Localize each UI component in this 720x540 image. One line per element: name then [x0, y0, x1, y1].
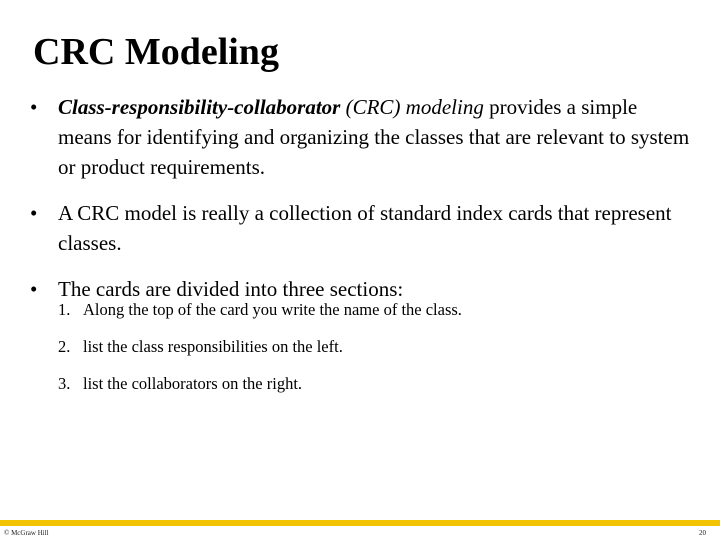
- item-text: list the collaborators on the right.: [83, 374, 303, 393]
- bullet-text-rest: provides a simple means for identifying and organizing the classes that are relevant to system or product requirements.: [58, 95, 690, 179]
- bullet-text: [58, 95, 689, 179]
- footer-accent-bar: [0, 520, 720, 526]
- bullet-icon: •: [30, 277, 38, 301]
- page-number: 20: [699, 529, 706, 537]
- bullet-icon: •: [30, 201, 38, 225]
- numbered-item: [58, 334, 462, 360]
- numbered-list: [58, 297, 462, 408]
- bullet-text: The cards are divided into three sections:: [58, 277, 404, 301]
- item-number: 3.: [58, 374, 71, 393]
- bullet-item: [30, 198, 690, 258]
- bullet-text: A CRC model is really a collection of standard index cards that represent classes.: [58, 201, 672, 255]
- term-bold-italic: Class-responsibility-collaborator: [58, 95, 341, 119]
- slide-title: CRC Modeling: [33, 31, 279, 73]
- numbered-item: [58, 371, 462, 397]
- term-italic: (CRC) modeling: [340, 95, 484, 119]
- item-number: 2.: [58, 337, 71, 356]
- item-text: list the class responsibilities on the left.: [83, 337, 343, 356]
- copyright-notice: © McGraw Hill: [4, 529, 49, 537]
- bullet-list: [30, 92, 690, 320]
- item-text: Along the top of the card you write the name of the class.: [83, 300, 462, 319]
- item-number: 1.: [58, 300, 71, 319]
- bullet-icon: •: [30, 95, 38, 119]
- bullet-item: [30, 92, 690, 182]
- numbered-item: [58, 297, 462, 323]
